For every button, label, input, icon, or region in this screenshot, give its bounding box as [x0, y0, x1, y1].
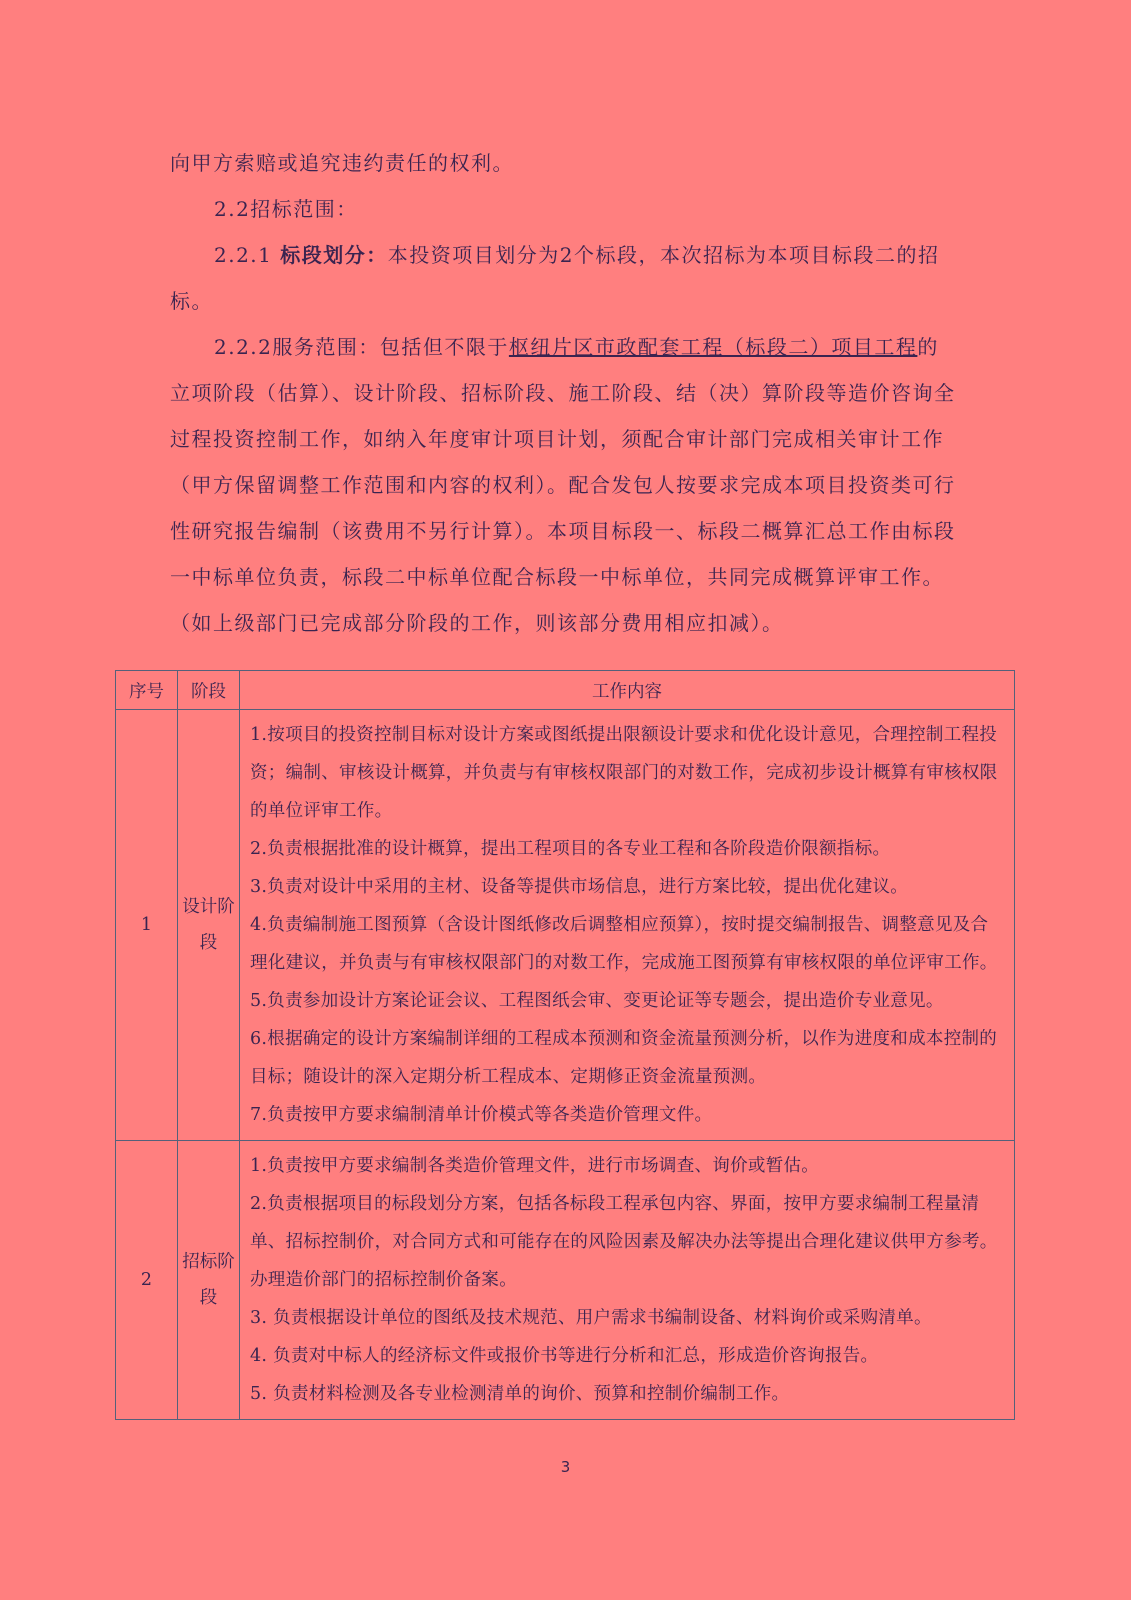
clause-number: 2.2.1 — [214, 243, 281, 267]
paragraph-2-2-2 — [170, 324, 960, 646]
project-name-underlined: 枢纽片区市政配套工程（标段二）项目工程 — [508, 335, 918, 359]
list-item: 2.负责根据批准的设计概算，提出工程项目的各专业工程和各阶段造价限额指标。 — [250, 839, 891, 859]
work-content-table — [115, 670, 1015, 1420]
row-content — [240, 710, 1015, 1141]
row-stage: 招标阶段 — [178, 1141, 240, 1420]
section-heading-2-2: 2.2招标范围： — [214, 197, 358, 221]
list-item: 1.负责按甲方要求编制各类造价管理文件，进行市场调查、询价或暂估。 — [250, 1156, 820, 1176]
row-number: 2 — [116, 1141, 178, 1420]
list-item: 2.负责根据项目的标段划分方案，包括各标段工程承包内容、界面，按甲方要求编制工程量清单、招标控制价，对合同方式和可能存在的风险因素及解决办法等提出合理化建议供甲方参考。办理造价部门的招标控制价备案。 — [250, 1194, 998, 1290]
paragraph-continuation: 向甲方索赔或追究违约责任的权利。 — [170, 151, 514, 175]
clause-text: 的立项阶段（估算）、设计阶段、招标阶段、施工阶段、结（决）算阶段等造价咨询全过程投资控制工作，如纳入年度审计项目计划，须配合审计部门完成相关审计工作（甲方保留调整工作范围和内容的权利）。配合发包人按要求完成本项目投资类可行性研究报告编制（该费用不另行计算）。本项目标段一、标段二概算汇总工作由标段一中标单位负责，标段二中标单位配合标段一中标单位，共同完成概算评审工作。（如上级部门已完成部分阶段的工作，则该部分费用相应扣减）。 — [170, 335, 956, 635]
list-item: 5. 负责材料检测及各专业检测清单的询价、预算和控制价编制工作。 — [250, 1384, 790, 1404]
list-item: 5.负责参加设计方案论证会议、工程图纸会审、变更论证等专题会，提出造价专业意见。 — [250, 991, 944, 1011]
table-header-row — [116, 671, 1015, 710]
clause-text: 本投资项目划分为2个标段，本次招标为本项目标段二的招标。 — [170, 243, 940, 313]
list-item: 3. 负责根据设计单位的图纸及技术规范、用户需求书编制设备、材料询价或采购清单。 — [250, 1308, 932, 1328]
list-item: 6.根据确定的设计方案编制详细的工程成本预测和资金流量预测分析，以作为进度和成本控制的目标；随设计的深入定期分析工程成本、定期修正资金流量预测。 — [250, 1029, 998, 1087]
row-stage: 设计阶段 — [178, 710, 240, 1141]
table-row — [116, 710, 1015, 1141]
list-item: 1.按项目的投资控制目标对设计方案或图纸提出限额设计要求和优化设计意见，合理控制工程投资；编制、审核设计概算，并负责与有审核权限部门的对数工作，完成初步设计概算有审核权限的单位评审工作。 — [250, 725, 998, 821]
clause-bold-label: 标段划分： — [280, 243, 388, 267]
page-number: 3 — [560, 1458, 571, 1476]
list-item: 7.负责按甲方要求编制清单计价模式等各类造价管理文件。 — [250, 1105, 713, 1125]
body-text — [170, 140, 960, 646]
list-item: 4.负责编制施工图预算（含设计图纸修改后调整相应预算），按时提交编制报告、调整意见及合理化建议，并负责与有审核权限部门的对数工作，完成施工图预算有审核权限的单位评审工作。 — [250, 915, 998, 973]
header-stage: 阶段 — [178, 671, 240, 710]
header-serial: 序号 — [116, 671, 178, 710]
header-content: 工作内容 — [240, 671, 1015, 710]
row-content — [240, 1141, 1015, 1420]
clause-prefix: 2.2.2服务范围：包括但不限于 — [214, 335, 509, 359]
list-item: 4. 负责对中标人的经济标文件或报价书等进行分析和汇总，形成造价咨询报告。 — [250, 1346, 879, 1366]
paragraph-2-2-1 — [170, 232, 960, 324]
row-number: 1 — [116, 710, 178, 1141]
list-item: 3.负责对设计中采用的主材、设备等提供市场信息，进行方案比较，提出优化建议。 — [250, 877, 909, 897]
table-row — [116, 1141, 1015, 1420]
